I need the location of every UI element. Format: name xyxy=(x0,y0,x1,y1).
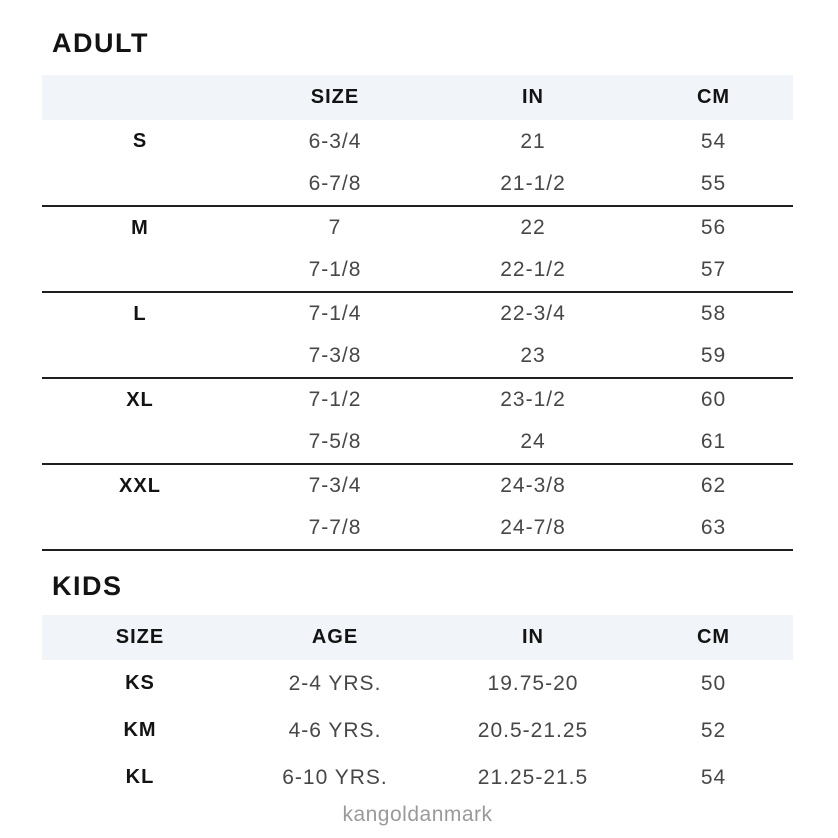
age-value: 4-6 YRS. xyxy=(288,718,382,742)
size-value: 7-1/2 xyxy=(308,388,362,411)
in-value: 19.75-20 xyxy=(487,671,579,695)
kids-col-header-cm: CM xyxy=(696,626,731,648)
size-group-label: XL xyxy=(126,388,154,411)
adult-size-table xyxy=(42,75,793,551)
cm-value: 52 xyxy=(700,718,727,742)
kids-size-label: KL xyxy=(125,766,155,788)
kids-header-row xyxy=(42,615,793,660)
in-value: 22 xyxy=(520,216,546,239)
in-value: 24-7/8 xyxy=(432,507,634,550)
adult-header-row xyxy=(42,75,793,120)
table-row xyxy=(42,707,793,754)
watermark-text: kangoldanmark xyxy=(342,803,493,826)
cm-value: 57 xyxy=(634,249,793,292)
kids-size-label: KM xyxy=(123,719,157,741)
size-value: 7-3/4 xyxy=(308,474,362,497)
size-value: 7-1/4 xyxy=(308,302,362,325)
size-value: 7-7/8 xyxy=(238,507,432,550)
cm-value: 59 xyxy=(634,335,793,378)
table-row xyxy=(42,754,793,801)
cm-value: 55 xyxy=(634,163,793,206)
size-group-label: L xyxy=(133,302,147,325)
adult-col-header-cm: CM xyxy=(696,86,731,108)
in-value: 23-1/2 xyxy=(500,388,566,411)
kids-col-header-age: AGE xyxy=(311,626,359,648)
kids-col-header-size: SIZE xyxy=(115,626,165,648)
cm-value: 60 xyxy=(700,388,727,411)
table-row xyxy=(42,660,793,707)
cm-value: 50 xyxy=(700,671,727,695)
age-value: 6-10 YRS. xyxy=(282,765,388,789)
size-group-label-empty xyxy=(42,507,238,550)
size-group-label: M xyxy=(131,216,149,239)
in-value: 24 xyxy=(432,421,634,464)
in-value: 22-1/2 xyxy=(432,249,634,292)
table-row xyxy=(42,120,793,163)
in-value: 22-3/4 xyxy=(500,302,566,325)
table-row xyxy=(42,507,793,550)
cm-value: 54 xyxy=(700,129,727,153)
cm-value: 56 xyxy=(700,216,727,239)
table-row xyxy=(42,292,793,335)
in-value: 20.5-21.25 xyxy=(477,718,589,742)
cm-value: 63 xyxy=(634,507,793,550)
adult-section-title: ADULT xyxy=(52,28,149,58)
size-value: 7 xyxy=(328,216,342,239)
cm-value: 54 xyxy=(700,765,727,789)
kids-size-table xyxy=(42,615,793,801)
table-row xyxy=(42,163,793,206)
in-value: 21-1/2 xyxy=(432,163,634,206)
size-value: 6-3/4 xyxy=(308,129,362,153)
table-row xyxy=(42,249,793,292)
size-value: 6-7/8 xyxy=(238,163,432,206)
table-row xyxy=(42,464,793,507)
size-group-label-empty xyxy=(42,421,238,464)
adult-col-header-in: IN xyxy=(522,86,544,108)
size-group-label: S xyxy=(132,130,148,152)
size-value: 7-3/8 xyxy=(238,335,432,378)
size-value: 7-5/8 xyxy=(238,421,432,464)
size-group-label-empty xyxy=(42,335,238,378)
size-group-label: XXL xyxy=(119,474,161,497)
in-value: 21.25-21.5 xyxy=(477,765,589,789)
in-value: 23 xyxy=(432,335,634,378)
in-value: 21 xyxy=(520,129,546,153)
adult-col-header-blank xyxy=(42,75,238,120)
size-group-label-empty xyxy=(42,163,238,206)
cm-value: 61 xyxy=(634,421,793,464)
age-value: 2-4 YRS. xyxy=(288,671,382,695)
size-group-label-empty xyxy=(42,249,238,292)
in-value: 24-3/8 xyxy=(500,474,566,497)
table-row xyxy=(42,335,793,378)
table-row xyxy=(42,206,793,249)
table-row xyxy=(42,378,793,421)
cm-value: 62 xyxy=(700,474,727,497)
size-value: 7-1/8 xyxy=(238,249,432,292)
kids-size-label: KS xyxy=(125,672,155,694)
adult-col-header-size: SIZE xyxy=(310,86,360,108)
kids-col-header-in: IN xyxy=(522,626,544,648)
kids-section-title: KIDS xyxy=(52,571,123,601)
cm-value: 58 xyxy=(700,302,727,325)
table-row xyxy=(42,421,793,464)
